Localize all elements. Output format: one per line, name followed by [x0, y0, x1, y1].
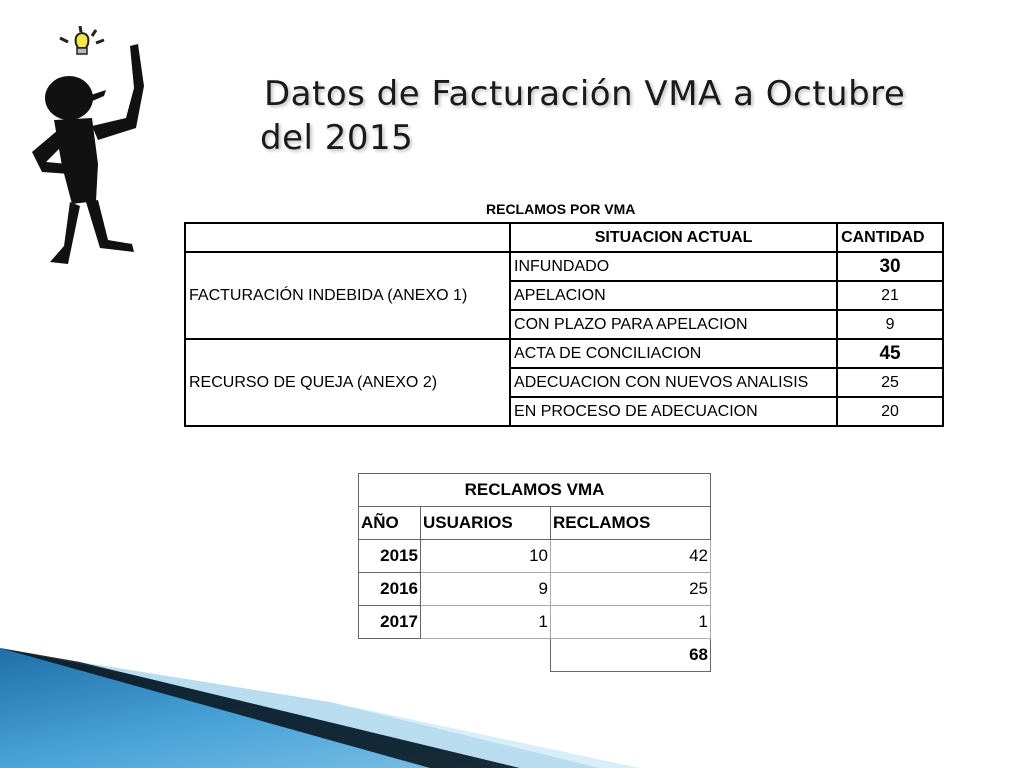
reclamos-cell: 42	[551, 540, 711, 573]
situacion-cell: EN PROCESO DE ADECUACION	[510, 397, 837, 426]
total-cell: 68	[551, 639, 711, 672]
thinking-man-icon	[14, 26, 164, 276]
header-situacion: SITUACION ACTUAL	[510, 223, 837, 252]
table-row	[359, 540, 711, 573]
table-row	[359, 606, 711, 639]
anio-cell: 2016	[359, 573, 421, 606]
group-label-facturacion: FACTURACIÓN INDEBIDA (ANEXO 1)	[185, 252, 510, 339]
cantidad-cell: 25	[837, 368, 943, 397]
reclamos-cell: 25	[551, 573, 711, 606]
header-empty	[185, 223, 510, 252]
lightbulb-icon	[60, 26, 104, 54]
reclamos-por-vma-table	[184, 222, 944, 427]
situacion-cell: CON PLAZO PARA APELACION	[510, 310, 837, 339]
table-row	[359, 573, 711, 606]
table-header-row	[185, 223, 943, 252]
reclamos-cell: 1	[551, 606, 711, 639]
slide-title-line2: del 2015	[260, 118, 414, 158]
situacion-cell: INFUNDADO	[510, 252, 837, 281]
situacion-cell: ACTA DE CONCILIACION	[510, 339, 837, 368]
cantidad-cell: 9	[837, 310, 943, 339]
header-anio: AÑO	[359, 507, 421, 540]
header-reclamos: RECLAMOS	[551, 507, 711, 540]
situacion-cell: APELACION	[510, 281, 837, 310]
cantidad-cell: 20	[837, 397, 943, 426]
usuarios-cell: 9	[421, 573, 551, 606]
header-usuarios: USUARIOS	[421, 507, 551, 540]
decorative-band	[0, 640, 1024, 768]
cantidad-cell: 21	[837, 281, 943, 310]
anio-cell: 2017	[359, 606, 421, 639]
table2-title: RECLAMOS VMA	[359, 474, 711, 507]
table-title-row	[359, 474, 711, 507]
table-header-row	[359, 507, 711, 540]
cantidad-cell: 30	[837, 252, 943, 281]
slide-title-line1: Datos de Facturación VMA a Octubre	[264, 74, 906, 114]
slide-title	[260, 72, 980, 160]
situacion-cell: ADECUACION CON NUEVOS ANALISIS	[510, 368, 837, 397]
table-row	[185, 252, 943, 281]
table1-caption: RECLAMOS POR VMA	[486, 201, 636, 217]
anio-cell: 2015	[359, 540, 421, 573]
usuarios-cell: 1	[421, 606, 551, 639]
header-cantidad: CANTIDAD	[837, 223, 943, 252]
group-label-recurso: RECURSO DE QUEJA (ANEXO 2)	[185, 339, 510, 426]
table-row	[185, 339, 943, 368]
cantidad-cell: 45	[837, 339, 943, 368]
usuarios-cell: 10	[421, 540, 551, 573]
